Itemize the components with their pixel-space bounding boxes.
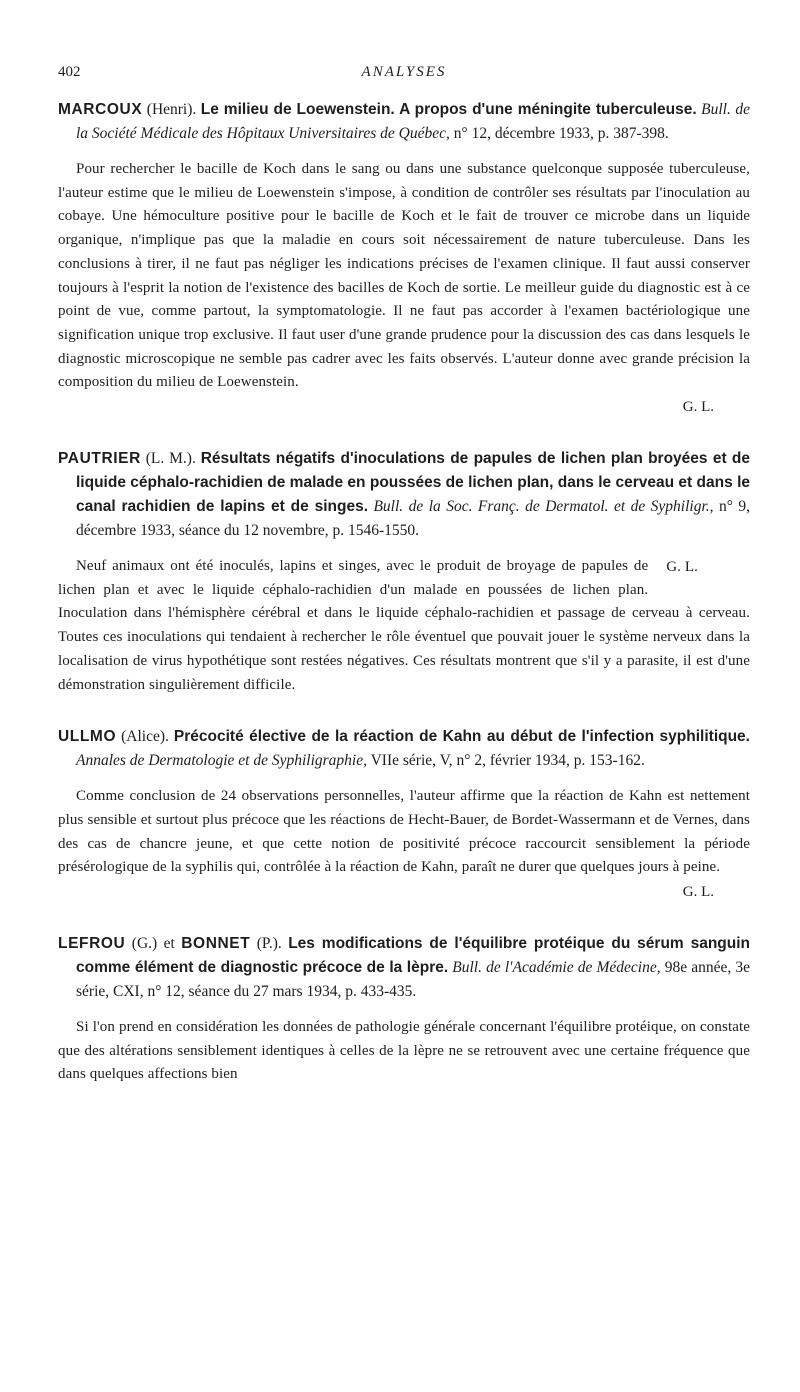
abstract: Comme conclusion de 24 observations personnelles, l'auteur affirme que la réaction de Kahn est nettement plus sensible et surtout plus précoce que les réactions de Hecht-Bauer, de Bordet-Wassermann et de Vernes, dans des cas de chancre jeune, et que cette notion de positivité précoce raccourcit sensiblement la période présérologique de la syphilis qui, contrôlée à la réaction de Kahn, paraît ne durer que quelques jours à peine. [58,788,750,876]
author-initials: (Henri). [142,101,201,118]
article-title: Précocité élective de la réaction de Kahn au début de l'infection syphilitique. [173,728,750,746]
article-title: Le milieu de Loewenstein. A propos d'une méningite tuberculeuse. [200,101,697,118]
abstract-text: Neuf animaux ont été inoculés, lapins et singes, avec le produit de broyage de papules de lichen plan et avec le liquide céphalo-rachidien d'un malade en poussées de lichen plan. Inoculation dans l'hémisphère cérébral et dans le liquide céphalo-rachidien et passage de cerveau à cerveau. Toutes ces inoculations qui tendaient à rechercher le rôle éventuel que pouvait jouer le système nerveux dans la localisation de virus hypothétique sont restées négatives. Ces résultats montrent que s'il y a parasite, il est d'une démonstration singulièrement difficile. [58,558,750,693]
citation-details: VIIe série, V, n° 2, février 1934, p. 153-162. [367,752,645,770]
article-marcoux [58,98,750,419]
reviewer-signature: G. L. [682,884,714,901]
journal-name: Bull. de l'Académie de Médecine, [452,959,661,977]
citation-details: 98e année, 3e série, CXI, n° 12, séance du 27 mars 1934, p. 433-435. [76,959,750,1001]
author-name: PAUTRIER [58,450,141,468]
citation [58,447,750,543]
second-author-name: BONNET [181,935,251,953]
reviewer-signature: G. L. [682,399,714,416]
journal-page [58,58,750,1087]
journal-name: Bull. de la Société Médicale des Hôpitaux Universitaires de Québec, [76,101,750,142]
article-title: Les modifications de l'équilibre protéique du sérum sanguin comme élément de diagnostic précoce de la lèpre. [76,935,751,977]
abstract: Pour rechercher le bacille de Koch dans le sang ou dans une substance quelconque supposée tuberculeuse, l'auteur estime que le milieu de Loewenstein s'impose, à condition de contrôler ses résultats par l'inoculation au cobaye. Une hémoculture positive pour le bacille de Koch et le fait de trouver ce microbe dans un liquide organique, n'implique pas que la maladie en cours soit nécessairement de nature tuberculeuse. Dans les conclusions à tirer, il ne faut pas négliger les indications précises de l'examen clinique. Il faut aussi conserver toujours à l'esprit la notion de l'existence des bacilles de Koch de sortie. Le meilleur guide du diagnostic est à ce point de vue, comme partout, la symptomatologie. Il ne faut pas accorder à l'examen bactériologique une signification unique trop exclusive. Il faut user d'une grande prudence pour la discussion des cas dans lesquels le diagnostic microscopique ne semble pas cadrer avec les faits observés. L'auteur donne avec grande précision la composition du milieu de Loewenstein. [58,161,750,391]
article-pautrier [58,447,750,697]
article-lefrou-bonnet [58,932,750,1087]
article-ullmo [58,725,750,904]
citation-details: n° 9, décembre 1933, séance du 12 novembre, p. 1546-1550. [76,498,751,540]
author-name: MARCOUX [58,101,143,118]
page-number: 402 [58,64,81,80]
second-author-initials: (P.). [250,935,289,953]
citation-details: n° 12, décembre 1933, p. 387-398. [449,125,669,142]
author-name: ULLMO [58,728,117,746]
running-title: ANALYSES [361,64,447,80]
citation [58,725,750,773]
abstract [58,555,750,697]
author-name: LEFROU [58,935,126,953]
article-title: Résultats négatifs d'inoculations de papules de lichen plan broyées et de liquide céphalo-rachidien de malade en poussées de lichen plan, dans le cerveau et dans le canal rachidien de lapins et de singes. [76,450,750,516]
citation [58,98,750,146]
author-initials: (L. M.). [140,450,201,468]
citation [58,932,750,1004]
journal-name: Bull. de la Soc. Franç. de Dermatol. et de Syphiligr., [373,498,714,516]
author-initials: (Alice). [116,728,174,746]
reviewer-signature: G. L. [666,559,698,576]
running-header [58,58,750,88]
abstract: Si l'on prend en considération les données de pathologie générale concernant l'équilibre protéique, on constate que des altérations sensiblement identiques à celles de la lèpre ne se retrouvent avec une certaine fréquence que dans quelques affections bien [58,1019,750,1083]
author-initials: (G.) et [125,935,182,953]
journal-name: Annales de Dermatologie et de Syphiligraphie, [76,752,367,770]
